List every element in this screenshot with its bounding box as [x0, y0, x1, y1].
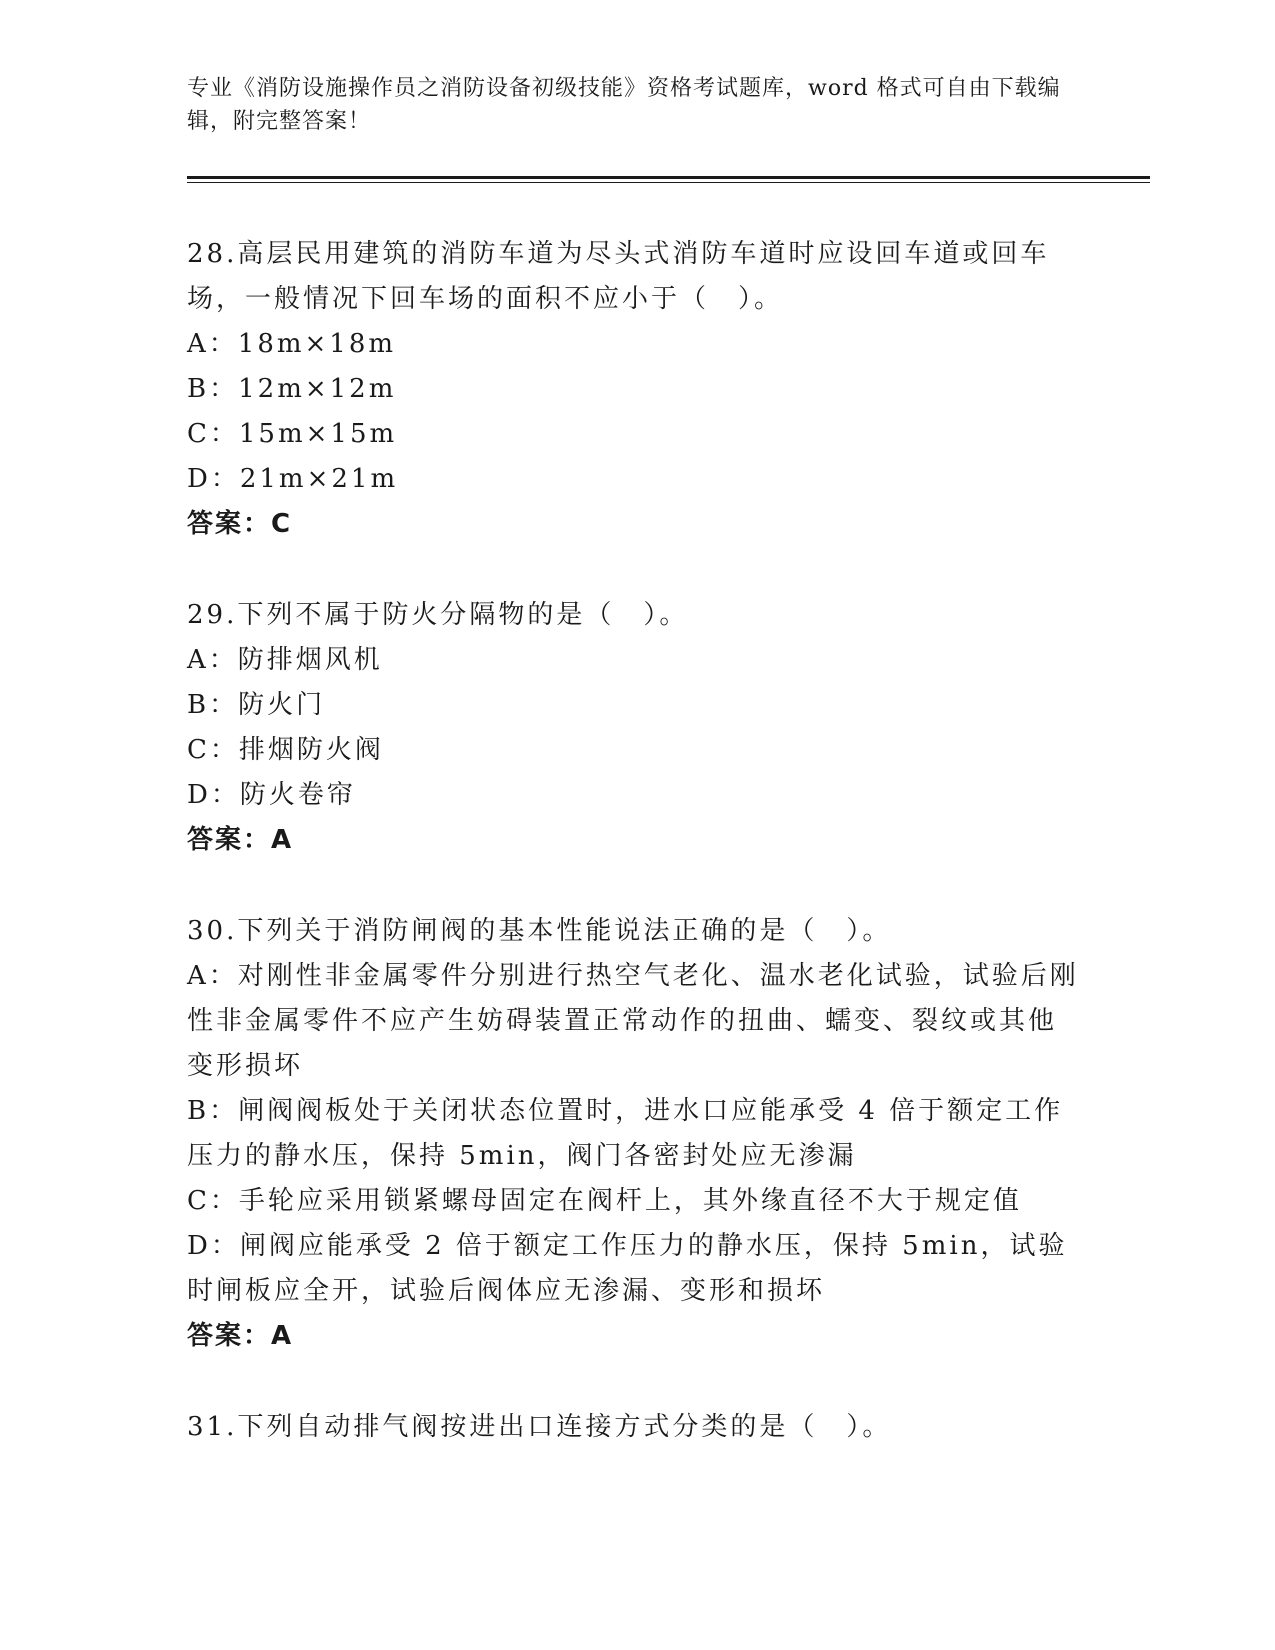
question-stem: 29.下列不属于防火分隔物的是（ ）。 — [187, 600, 689, 630]
question-stem: 31.下列自动排气阀按进出口连接方式分类的是（ ）。 — [187, 1412, 892, 1442]
header-divider-thick — [187, 176, 1150, 179]
option-c: C：15m×15m — [187, 419, 398, 449]
question-31 — [187, 1405, 1082, 1450]
option-c: C：手轮应采用锁紧螺母固定在阀杆上，其外缘直径不大于规定值 — [187, 1186, 1022, 1216]
option-d: D：闸阀应能承受 2 倍于额定工作压力的静水压，保持 5min，试验时闸板应全开，试验后阀体应无渗漏、变形和损坏 — [187, 1231, 1068, 1306]
question-30 — [187, 909, 1082, 1359]
question-28 — [187, 232, 1082, 547]
option-b: B：闸阀阀板处于关闭状态位置时，进水口应能承受 4 倍于额定工作压力的静水压，保持 5min，阀门各密封处应无渗漏 — [187, 1096, 1064, 1171]
header-divider-thin — [187, 182, 1150, 183]
option-a: A：18m×18m — [187, 329, 397, 359]
option-a: A：防排烟风机 — [187, 645, 383, 675]
option-c: C：排烟防火阀 — [187, 735, 384, 765]
option-d: D：防火卷帘 — [187, 780, 356, 810]
answer: 答案：A — [187, 825, 294, 855]
question-stem: 28.高层民用建筑的消防车道为尽头式消防车道时应设回车道或回车场，一般情况下回车场的面积不应小于（ ）。 — [187, 239, 1050, 314]
answer: 答案：C — [187, 509, 293, 539]
document-header: 专业《消防设施操作员之消防设备初级技能》资格考试题库，word 格式可自由下载编辑，附完整答案！ — [187, 76, 1061, 134]
option-a: A：对刚性非金属零件分别进行热空气老化、温水老化试验，试验后刚性非金属零件不应产生妨碍装置正常动作的扭曲、蠕变、裂纹或其他变形损坏 — [187, 961, 1079, 1081]
question-list — [187, 232, 1082, 1496]
option-b: B：防火门 — [187, 690, 326, 720]
question-stem: 30.下列关于消防闸阀的基本性能说法正确的是（ ）。 — [187, 916, 892, 946]
option-b: B：12m×12m — [187, 374, 397, 404]
question-29 — [187, 593, 1082, 863]
option-d: D：21m×21m — [187, 464, 399, 494]
answer: 答案：A — [187, 1321, 294, 1351]
